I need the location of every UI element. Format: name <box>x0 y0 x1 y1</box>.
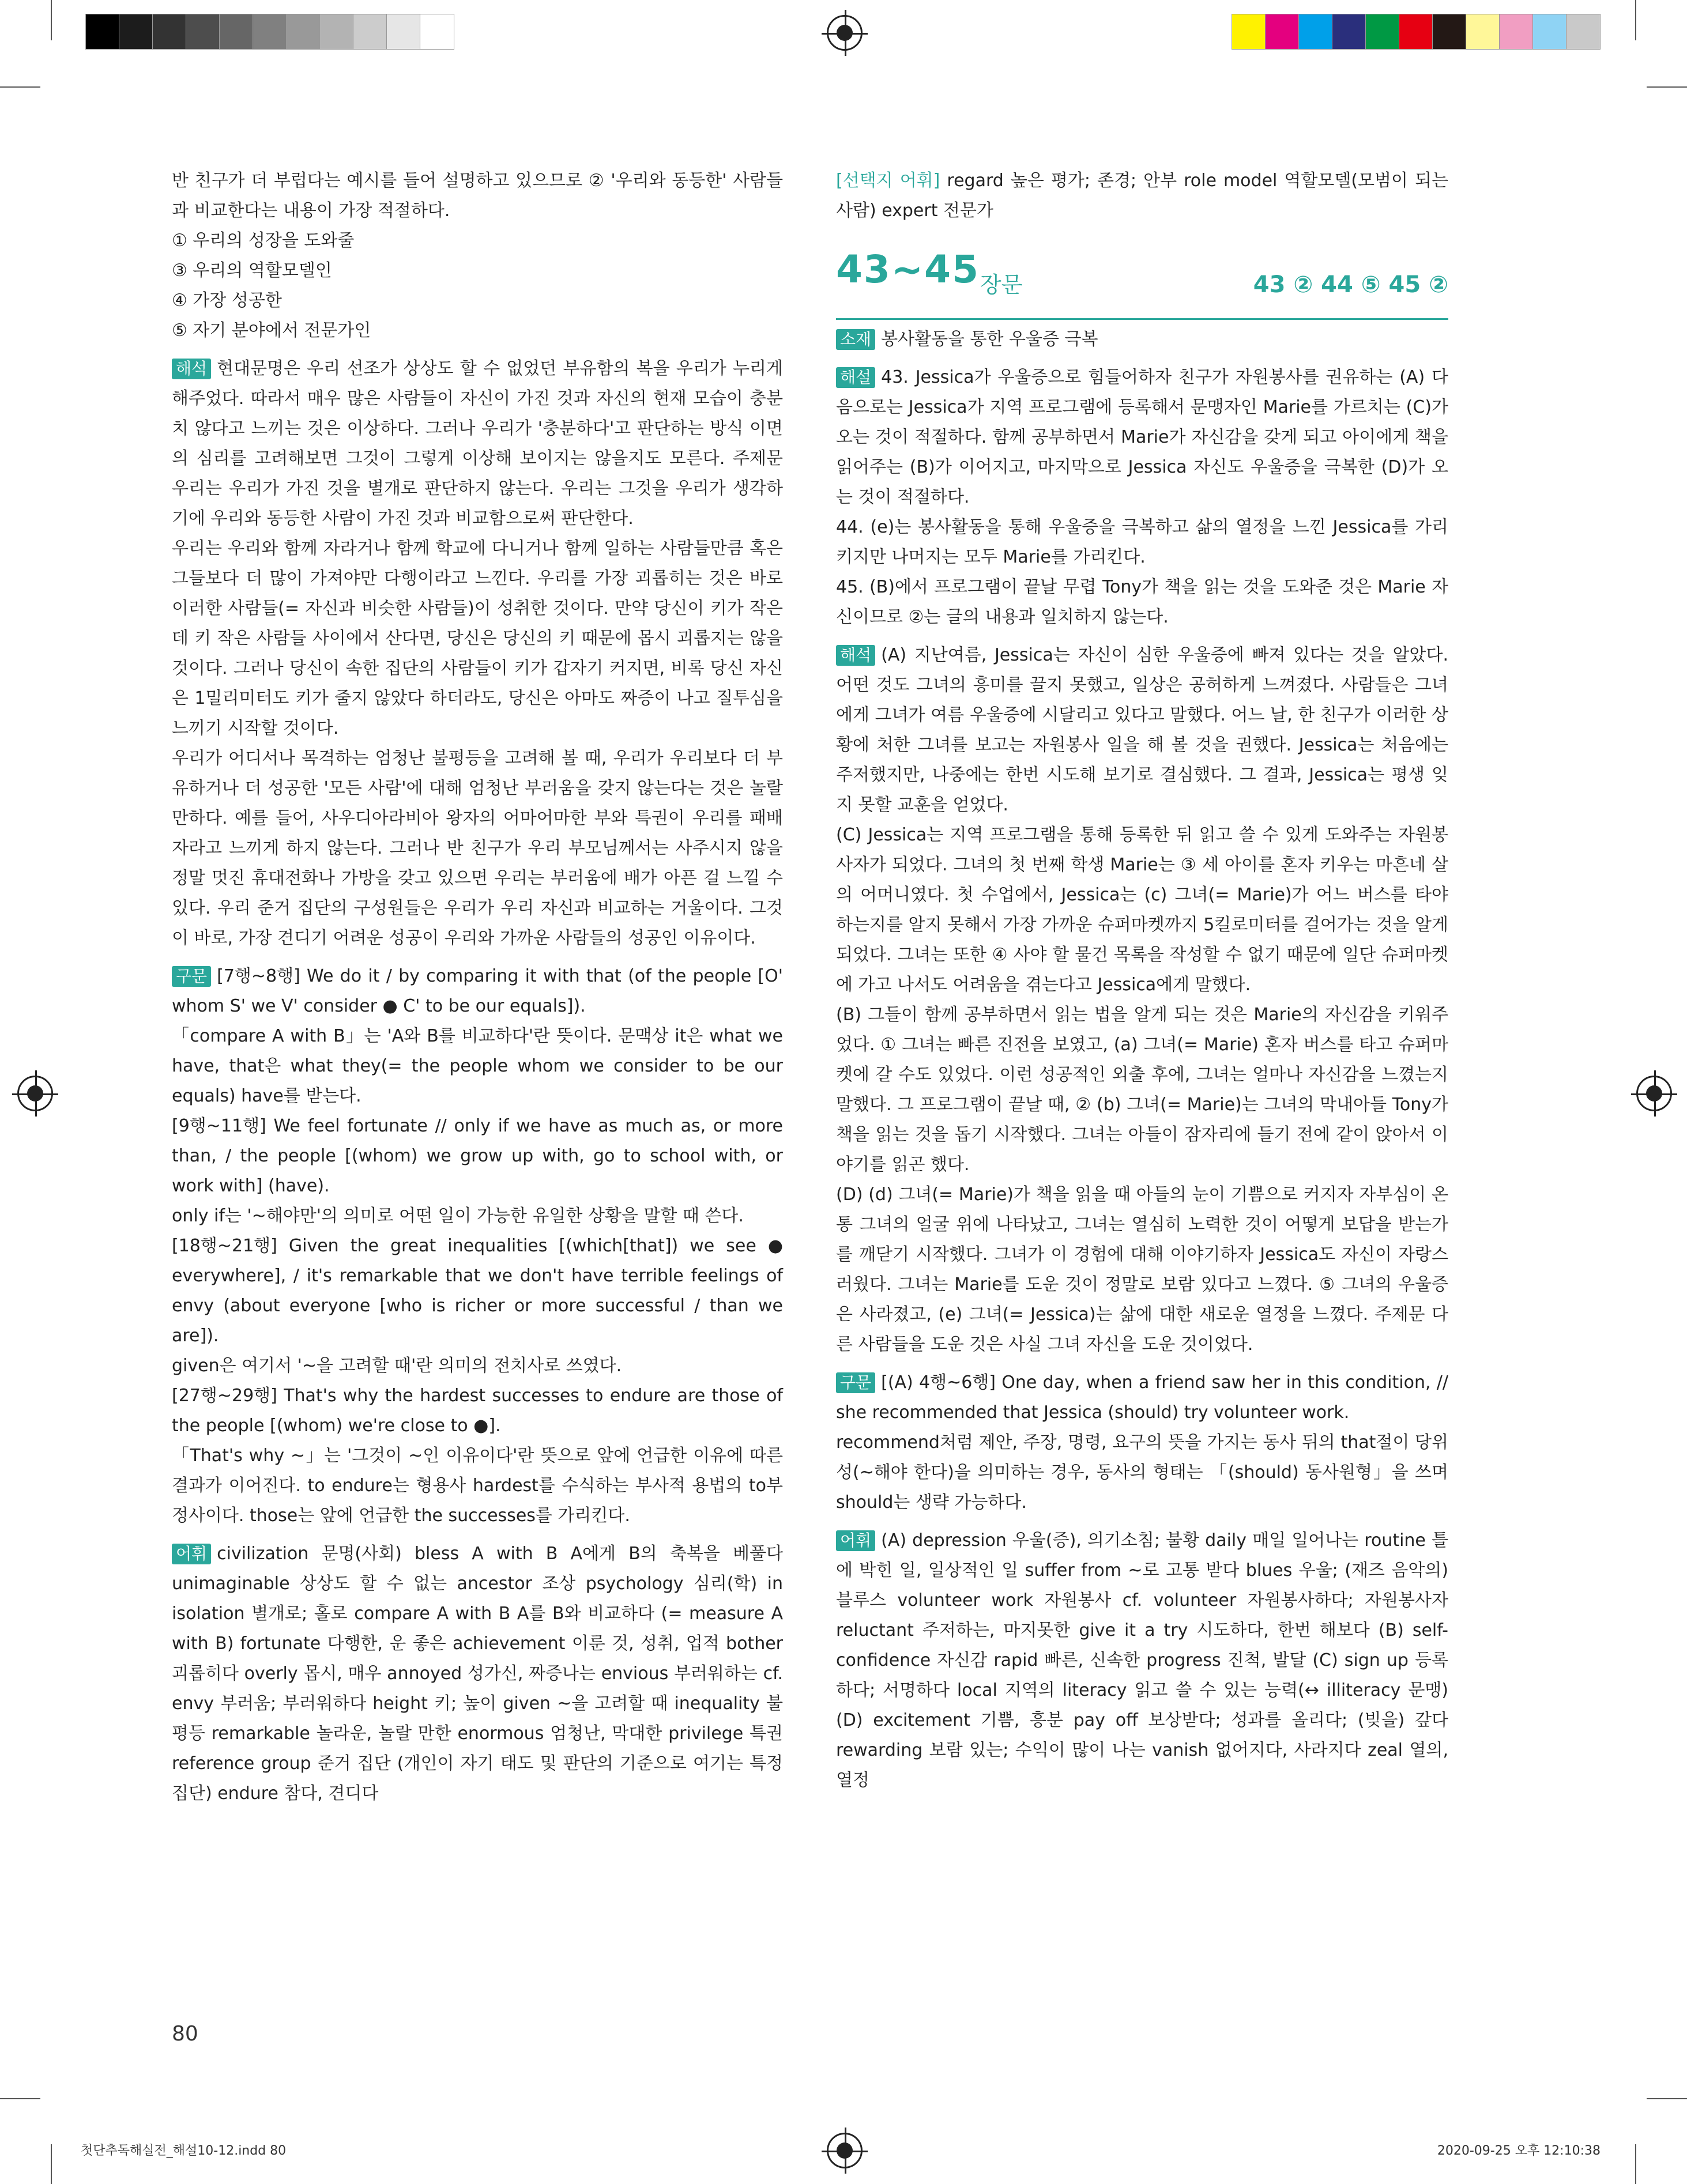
paragraph <box>172 1351 783 1381</box>
paragraph-text: 「That's why ~」는 '그것이 ~인 이유이다'란 뜻으로 앞에 언급한 이유에 따른 결과가 이어진다. to endure는 형용사 hardest를 수식하는 부사적 용법의 to부정사이다. those는 앞에 언급한 the successes를 가리킨다. <box>172 1446 783 1526</box>
label-tag: 구문 <box>172 966 211 987</box>
label-tag: 소재 <box>836 329 875 350</box>
paragraph <box>172 256 783 286</box>
paragraph-text: 「compare A with B」는 'A와 B를 비교하다'란 뜻이다. 문맥상 it은 what we have, that은 what they(= the people whom we consider to be our equals) have를 받는다. <box>172 1026 783 1106</box>
color-swatch <box>1298 14 1333 50</box>
section-paragraph <box>836 1368 1448 1428</box>
paragraph-text: 반 친구가 더 부럽다는 예시를 들어 설명하고 있으므로 ② '우리와 동등한' 사람들과 비교한다는 내용이 가장 적절하다. <box>172 171 783 221</box>
paragraph <box>172 286 783 316</box>
paragraph <box>172 166 783 226</box>
paragraph-text: ③ 우리의 역할모델인 <box>172 261 332 281</box>
section-paragraph <box>836 640 1448 820</box>
gray-swatch <box>386 14 421 50</box>
paragraph-text: ⑤ 자기 분야에서 전문가인 <box>172 320 371 341</box>
crop-mark <box>0 2098 40 2099</box>
paragraph-text: ① 우리의 성장을 도와줄 <box>172 231 355 251</box>
registration-mark-top <box>827 15 863 51</box>
paragraph-text: [7행~8행] We do it / by comparing it with that (of the people [O' whom S' we V' consider ● C' to be our equals]). <box>172 966 783 1016</box>
choice-vocab <box>836 166 1448 226</box>
gray-swatch <box>353 14 387 50</box>
paragraph-text: [18행~21행] Given the great inequalities [(which[that]) we see ● everywhere], / it's remarkable that we don't have terrible feelings of envy (about everyone [who is richer or more successful / than we are]). <box>172 1236 783 1346</box>
paragraph <box>836 820 1448 1000</box>
color-swatch <box>1532 14 1567 50</box>
label-tag: 구문 <box>836 1372 875 1393</box>
section-paragraph <box>172 354 783 534</box>
paragraph <box>172 744 783 953</box>
section-paragraph <box>836 1526 1448 1796</box>
color-swatch <box>1432 14 1467 50</box>
section-header <box>836 249 1448 320</box>
paragraph <box>172 1231 783 1351</box>
color-swatch <box>1332 14 1366 50</box>
gray-swatch <box>420 14 454 50</box>
color-swatch <box>1365 14 1400 50</box>
paragraph <box>172 1201 783 1231</box>
gray-swatch <box>219 14 254 50</box>
page-number: 80 <box>172 2022 198 2046</box>
registration-mark-left <box>17 1076 53 1111</box>
section-paragraph <box>836 325 1448 354</box>
color-swatch <box>1499 14 1534 50</box>
paragraph-text: (A) 지난여름, Jessica는 자신이 심한 우울증에 빠져 있다는 것을 알았다. 어떤 것도 그녀의 흥미를 끌지 못했고, 일상은 공허하게 느껴졌다. 사람들은 그녀에게 그녀가 여름 우울증에 시달리고 있다고 말했다. 어느 날, 한 친구가 이러한 상황에 처한 그녀를 보고는 자원봉사 일을 해 볼 것을 권했다. Jessica는 처음에는 주저했지만, 나중에는 한번 시도해 보기로 결심했다. 그 결과, Jessica는 평생 잊지 못할 교훈을 얻었다. <box>836 645 1448 815</box>
label-tag: 어휘 <box>172 1544 211 1564</box>
paragraph-text: given은 여기서 '~을 고려할 때'란 의미의 전치사로 쓰였다. <box>172 1356 622 1376</box>
gray-swatch <box>152 14 187 50</box>
label-tag: 해석 <box>836 645 875 666</box>
label-tag: 해석 <box>172 359 211 379</box>
paragraph-text: 45. (B)에서 프로그램이 끝날 무렵 Tony가 책을 읽는 것을 도와준 것은 Marie 자신이므로 ②는 글의 내용과 일치하지 않는다. <box>836 577 1448 627</box>
crop-mark <box>0 86 40 88</box>
paragraph-text: 봉사활동을 통한 우울증 극복 <box>881 329 1098 349</box>
section-paragraph <box>836 363 1448 512</box>
paragraph <box>836 1180 1448 1360</box>
crop-mark <box>51 2144 52 2184</box>
paragraph-text: recommend처럼 제안, 주장, 명령, 요구의 뜻을 가지는 동사 뒤의 that절이 당위성(~해야 한다)을 의미하는 경우, 동사의 형태는 「(should) 동사원형」을 쓰며 should는 생략 가능하다. <box>836 1432 1448 1512</box>
paragraph <box>172 1381 783 1441</box>
paragraph <box>172 1021 783 1111</box>
paragraph-text: civilization 문명(사회) bless A with B A에게 B의 축복을 베풀다 unimaginable 상상도 할 수 없는 ancestor 조상 psychology 심리(학) in isolation 별개로; 홀로 compare A with B A를 B와 비교하다 (= measure A with B) fortunate 다행한, 운 좋은 achievement 이룬 것, 성취, 업적 bother 괴롭히다 overly 몹시, 매우 annoyed 성가신, 짜증나는 envious 부러워하는 cf. envy 부러움; 부러워하다 height 키; 높이 given ~을 고려할 때 inequality 불평등 remarkable 놀라운, 놀랄 만한 enormous 엄청난, 막대한 privilege 특권 reference group 준거 집단 (개인이 자기 태도 및 판단의 기준으로 여기는 특정 집단) endure 참다, 견디다 <box>172 1544 783 1804</box>
color-swatch <box>1232 14 1266 50</box>
color-swatch <box>1566 14 1601 50</box>
paragraph <box>836 1000 1448 1180</box>
gray-swatch <box>119 14 153 50</box>
paragraph-text: 우리는 우리와 함께 자라거나 함께 학교에 다니거나 함께 일하는 사람들만큼 혹은 그들보다 더 많이 가져야만 다행이라고 느낀다. 우리를 가장 괴롭히는 것은 바로 이러한 사람들(= 자신과 비슷한 사람들)이 성취한 것이다. 만약 당신이 키가 작은데 키 작은 사람들 사이에서 산다면, 당신은 당신의 키 때문에 몹시 괴롭지는 않을 것이다. 그러나 당신이 속한 집단의 사람들이 키가 갑자기 커지면, 비록 당신 자신은 1밀리미터도 키가 줄지 않았다 하더라도, 당신은 아마도 짜증이 나고 질투심을 느끼기 시작할 것이다. <box>172 538 783 738</box>
left-column <box>172 166 783 1809</box>
color-swatch <box>1265 14 1300 50</box>
paragraph <box>836 512 1448 572</box>
crop-mark <box>1647 86 1687 88</box>
paragraph-text: [(A) 4행~6행] One day, when a friend saw her in this condition, // she recommended that Jessica (should) try volunteer work. <box>836 1372 1448 1423</box>
paragraph <box>172 1111 783 1201</box>
choice-vocab-tag: [선택지 어휘] <box>836 171 940 191</box>
color-swatch <box>1399 14 1433 50</box>
footer-timestamp: 2020-09-25 오후 12:10:38 <box>1437 2144 1601 2158</box>
choice-vocab-text: regard 높은 평가; 존경; 안부 role model 역할모델(모범이 되는 사람) expert 전문가 <box>836 171 1448 221</box>
section-paragraph <box>172 1539 783 1809</box>
crop-mark <box>51 0 52 40</box>
right-body <box>836 325 1448 1796</box>
label-tag: 어휘 <box>836 1530 875 1551</box>
paragraph <box>836 1428 1448 1518</box>
section-label: 장문 <box>980 272 1023 297</box>
registration-mark-bottom <box>827 2133 863 2168</box>
crop-mark <box>1647 2098 1687 2099</box>
registration-mark-right <box>1636 1076 1672 1111</box>
color-swatch <box>1466 14 1500 50</box>
gray-swatch <box>253 14 287 50</box>
crop-mark <box>1635 0 1636 40</box>
right-column <box>836 166 1448 1796</box>
paragraph-text: [27행~29행] That's why the hardest successes to endure are those of the people [(whom) we're close to ●]. <box>172 1386 783 1436</box>
crop-mark <box>1635 2144 1636 2184</box>
gray-swatch <box>85 14 120 50</box>
paragraph-text: 43. Jessica가 우울증으로 힘들어하자 친구가 자원봉사를 권유하는 (A) 다음으로는 Jessica가 지역 프로그램에 등록해서 문맹자인 Marie를 가르치는 (C)가 오는 것이 적절하다. 함께 공부하면서 Marie가 자신감을 갖게 되고 아이에게 책을 읽어주는 (B)가 이어지고, 마지막으로 Jessica 자신도 우울증을 극복한 (D)가 오는 것이 적절하다. <box>836 367 1448 507</box>
section-number: 43~45 <box>836 247 980 292</box>
paragraph-text: 44. (e)는 봉사활동을 통해 우울증을 극복하고 삶의 열정을 느낀 Jessica를 가리키지만 나머지는 모두 Marie를 가리킨다. <box>836 517 1448 567</box>
paragraph-text: [9행~11행] We feel fortunate // only if we have as much as, or more than, / the people [(whom) we grow up with, go to school with, or work with] (have). <box>172 1116 783 1196</box>
paragraph-text: (A) depression 우울(증), 의기소침; 불황 daily 매일 일어나는 routine 틀에 박힌 일, 일상적인 일 suffer from ~로 고통 받다 blues 우울; (재즈 음악의) 블루스 volunteer work 자원봉사 cf. volunteer 자원봉사하다; 자원봉사자 reluctant 주저하는, 마지못한 give it a try 시도하다, 한번 해보다 (B) self-confidence 자신감 rapid 빠른, 신속한 progress 진척, 발달 (C) sign up 등록하다; 서명하다 local 지역의 literacy 읽고 쓸 수 있는 능력(↔ illiteracy 문맹) (D) excitement 기쁨, 흥분 pay off 보상받다; 성과를 올리다; (빚을) 갚다 rewarding 보람 있는; 수익이 많이 나는 vanish 없어지다, 사라지다 zeal 열의, 열정 <box>836 1530 1448 1790</box>
paragraph-text: (B) 그들이 함께 공부하면서 읽는 법을 알게 되는 것은 Marie의 자신감을 키워주었다. ① 그녀는 빠른 진전을 보였고, (a) 그녀(= Marie) 혼자 버스를 타고 슈퍼마켓에 갈 수도 있었다. 이런 성공적인 외출 후에, 그녀는 얼마나 자신감을 느꼈는지 말했다. 그 프로그램이 끝날 때, ② (b) 그녀(= Marie)는 그녀의 막내아들 Tony가 책을 읽는 것을 돕기 시작했다. 그녀는 아들이 잠자리에 들기 전에 같이 앉아서 이야기를 읽곤 했다. <box>836 1005 1448 1175</box>
footer-file: 첫단추독해실전_해설10-12.indd 80 <box>81 2144 287 2158</box>
paragraph <box>836 572 1448 632</box>
gray-swatch <box>186 14 220 50</box>
paragraph-text: ④ 가장 성공한 <box>172 291 282 311</box>
paragraph <box>172 1441 783 1531</box>
label-tag: 해설 <box>836 367 875 388</box>
paragraph-text: 현대문명은 우리 선조가 상상도 할 수 없었던 부유함의 복을 우리가 누리게 해주었다. 따라서 매우 많은 사람들이 자신이 가진 것과 자신의 현재 모습이 충분치 않다고 느끼는 것은 이상하다. 그러나 우리가 '충분하다'고 판단하는 방식 이면의 심리를 고려해보면 그것이 그렇게 이상해 보이지는 않을지도 모른다. 주제문 우리는 우리가 가진 것을 별개로 판단하지 않는다. 우리는 그것을 우리가 생각하기에 우리와 동등한 사람이 가진 것과 비교함으로써 판단한다. <box>172 359 783 529</box>
section-paragraph <box>172 961 783 1021</box>
paragraph-text: (D) (d) 그녀(= Marie)가 책을 읽을 때 아들의 눈이 기쁨으로 커지자 자부심이 온통 그녀의 얼굴 위에 나타났고, 그녀는 열심히 노력한 것이 어떻게 보답을 받는가를 깨닫기 시작했다. 그녀가 이 경험에 대해 이야기하자 Jessica도 자신이 자랑스러웠다. 그녀는 Marie를 도운 것이 정말로 보람 있다고 느꼈다. ⑤ 그녀의 우울증은 사라졌고, (e) 그녀(= Jessica)는 삶에 대한 새로운 열정을 느꼈다. 주제문 다른 사람들을 도운 것은 사실 그녀 자신을 도운 것이었다. <box>836 1185 1448 1355</box>
paragraph-text: (C) Jessica는 지역 프로그램을 통해 등록한 뒤 읽고 쓸 수 있게 도와주는 자원봉사자가 되었다. 그녀의 첫 번째 학생 Marie는 ③ 세 아이를 혼자 키우는 마흔네 살의 어머니였다. 첫 수업에서, Jessica는 (c) 그녀(= Marie)가 어느 버스를 타야 하는지를 알지 못해서 가장 가까운 슈퍼마켓까지 5킬로미터를 걸어가는 것을 알게 되었다. 그녀는 또한 ④ 사야 할 물건 목록을 작성할 수 없기 때문에 일단 슈퍼마켓에 가고 나서도 어려움을 겪는다고 Jessica에게 말했다. <box>836 825 1448 995</box>
paragraph <box>172 226 783 256</box>
section-answers: 43 ② 44 ⑤ 45 ② <box>1253 271 1448 298</box>
gray-swatch <box>286 14 321 50</box>
gray-swatch <box>319 14 354 50</box>
paragraph <box>172 316 783 346</box>
paragraph-text: 우리가 어디서나 목격하는 엄청난 불평등을 고려해 볼 때, 우리가 우리보다 더 부유하거나 더 성공한 '모든 사람'에 대해 엄청난 부러움을 갖지 않는다는 것은 놀랄 만하다. 예를 들어, 사우디아라비아 왕자의 어마어마한 부와 특권이 우리를 패배자라고 느끼게 하지 않는다. 그러나 반 친구가 우리 부모님께서는 사주시지 않을 정말 멋진 휴대전화나 가방을 갖고 있으면 우리는 부러움에 배가 아픈 걸 느낄 수 있다. 우리 준거 집단의 구성원들은 우리가 우리 자신과 비교하는 거울이다. 그것이 바로, 가장 견디기 어려운 성공이 우리와 가까운 사람들의 성공인 이유이다. <box>172 748 783 948</box>
paragraph <box>172 534 783 744</box>
paragraph-text: only if는 '~해야만'의 의미로 어떤 일이 가능한 유일한 상황을 말할 때 쓴다. <box>172 1206 744 1226</box>
